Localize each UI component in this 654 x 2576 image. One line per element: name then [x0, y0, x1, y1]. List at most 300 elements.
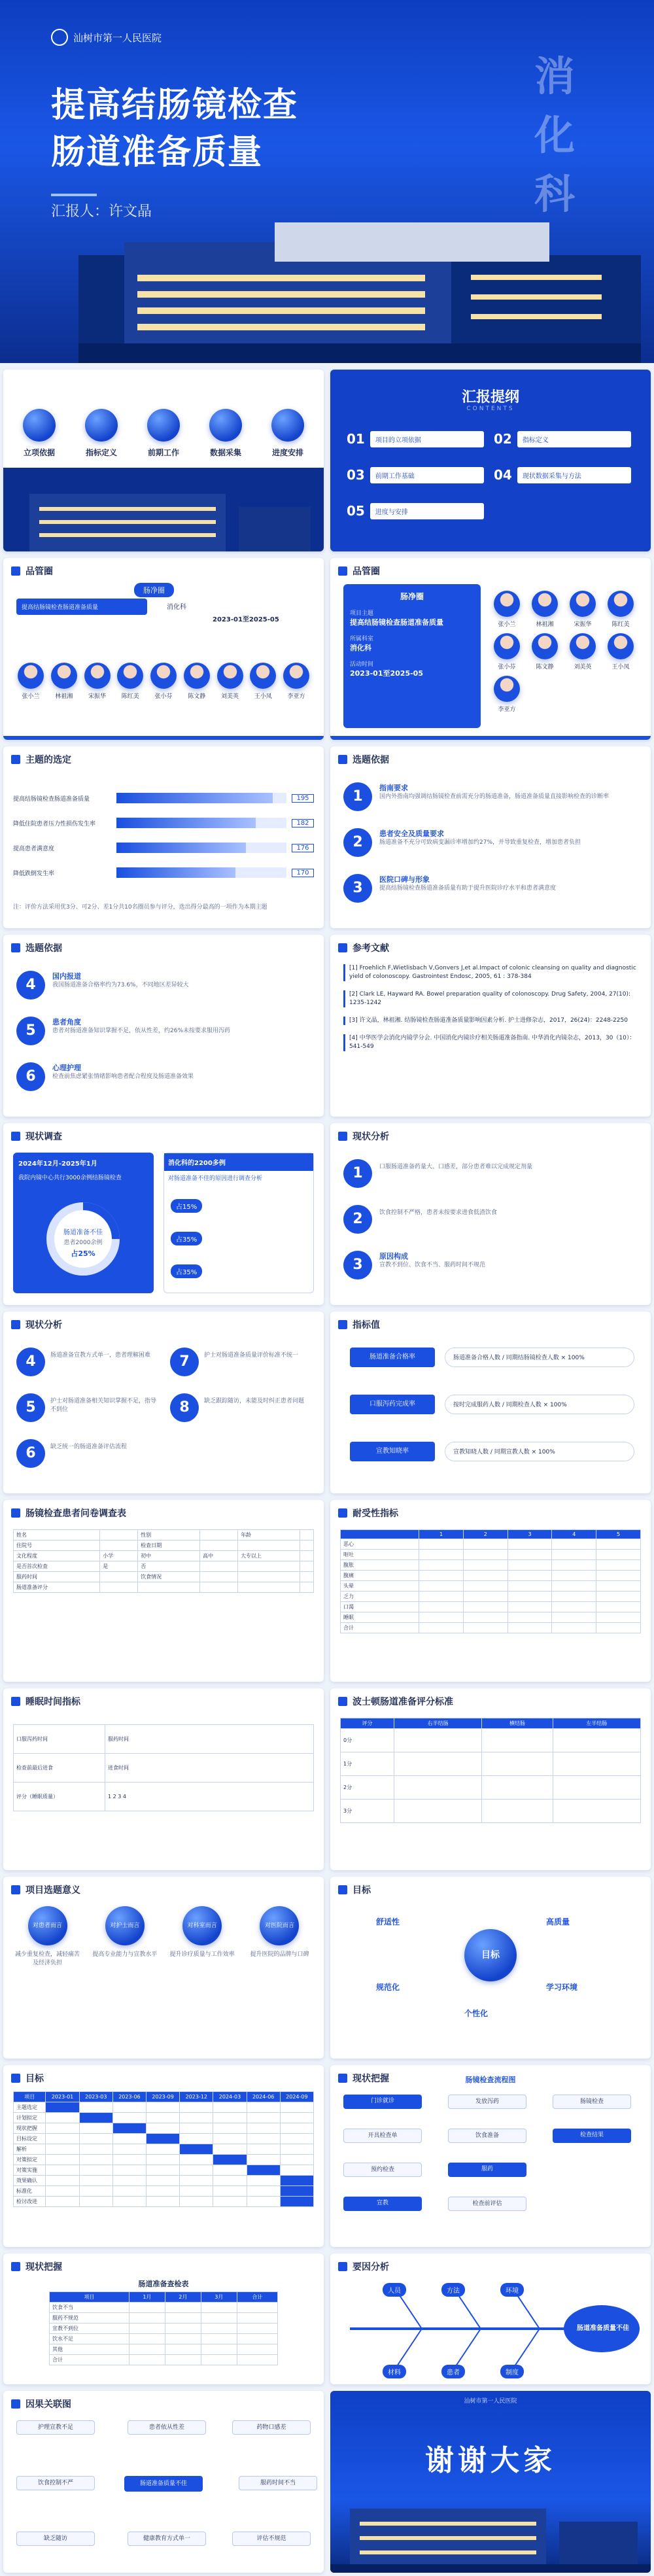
number-badge: 6 [16, 1062, 45, 1091]
survey-slide [3, 1123, 324, 1305]
slide-header [338, 1695, 453, 1708]
table-cell: 年龄 [238, 1530, 300, 1540]
avatar-icon [150, 663, 177, 689]
table-cell [463, 1612, 508, 1623]
table-cell [596, 1550, 641, 1560]
meaning-desc: 提升医院的品牌与口碑 [250, 1951, 309, 1958]
survey-sub: 我院内镜中心共行3000余例结肠镜检查 [18, 1175, 122, 1181]
slide-title: 波士顿肠道准备评分标准 [353, 1697, 453, 1707]
table-cell [300, 1561, 314, 1572]
member-name: 李亚方 [498, 706, 516, 713]
table-cell [553, 1800, 640, 1823]
table-row [341, 1752, 641, 1776]
slide-header [338, 1506, 398, 1520]
table-row [341, 1612, 641, 1623]
slide-header [11, 2260, 62, 2273]
table-header-cell: 评分 [341, 1718, 394, 1729]
flow-node: 宣教 [343, 2197, 422, 2211]
member-item [490, 633, 523, 670]
row-label: 饮食不当 [50, 2303, 129, 2313]
indicator-formula: 宣教知晓人数 / 同期宣教人数 × 100% [445, 1442, 634, 1461]
table-row [50, 2324, 278, 2334]
relation-node: 患者依从性差 [128, 2420, 206, 2435]
header-square-icon [11, 1320, 20, 1329]
table-row [341, 1776, 641, 1800]
table-header-cell: 4 [552, 1530, 596, 1539]
table-row [341, 1623, 641, 1633]
table-cell [201, 2303, 237, 2313]
table-cell: 初中 [138, 1551, 200, 1561]
table-cell [552, 1602, 596, 1612]
table-row [14, 2144, 314, 2155]
table-row [14, 2176, 314, 2186]
topic-label: 降低跌倒发生率 [13, 870, 55, 877]
member-name: 林祖湘 [55, 693, 73, 700]
topic-score: 195 [292, 794, 314, 803]
table-cell [419, 1539, 464, 1550]
member-item [604, 591, 637, 628]
survey-left-panel [13, 1153, 154, 1293]
table-cell [237, 2334, 277, 2344]
cover-title-line2: 肠道准备质量 [51, 133, 264, 172]
table-cell [201, 2324, 237, 2334]
table-cell [165, 2355, 201, 2365]
watermark-char: 消 [534, 52, 575, 100]
table-row [341, 1718, 641, 1729]
member-item [604, 633, 637, 670]
row-label: 解析 [14, 2144, 46, 2155]
ring-chart [43, 1198, 124, 1280]
row-value: 服药时间 [105, 1725, 314, 1754]
row-value: 进食时间 [105, 1754, 314, 1783]
gantt-cell [79, 2134, 112, 2144]
number-badge: 3 [343, 874, 372, 903]
step-label: 进度安排 [271, 448, 303, 457]
table-cell [300, 1572, 314, 1582]
gantt-cell [213, 2113, 247, 2123]
item-desc: 国内外指南均强调结肠镜检查前需充分的肠道准备，肠道准备质量直接影响检查的诊断率 [379, 793, 610, 800]
hospital-seal-icon [51, 29, 68, 46]
bbps-table [340, 1718, 641, 1823]
table-cell [200, 1582, 238, 1593]
member-name: 王小凤 [611, 664, 630, 670]
table-row [14, 2123, 314, 2134]
table-cell [553, 1752, 640, 1776]
slide-title: 选题依据 [26, 943, 62, 954]
table-row [341, 1539, 641, 1550]
step-circle-icon [85, 409, 118, 442]
gantt-cell [213, 2155, 247, 2165]
table-row [14, 1561, 314, 1572]
table-cell [100, 1582, 138, 1593]
member-name: 刘美英 [574, 664, 592, 670]
table-row [50, 2355, 278, 2365]
slide-title: 现状把握 [26, 2262, 62, 2272]
table-cell: 是 [100, 1561, 138, 1572]
row-label: 标准化 [14, 2186, 46, 2197]
header-square-icon [338, 1885, 347, 1894]
slide-title: 品管圈 [26, 566, 53, 577]
row-label: 乏力 [341, 1592, 419, 1602]
row-label: 恶心 [341, 1539, 419, 1550]
table-cell [419, 1602, 464, 1612]
fish-head: 肠道准备质量不佳 [577, 2325, 629, 2332]
number-badge: 1 [343, 1159, 372, 1188]
avatar-icon [608, 591, 634, 617]
row-label: 0分 [341, 1729, 394, 1752]
table-cell [237, 2313, 277, 2324]
member-item [528, 591, 561, 628]
header-square-icon [11, 1697, 20, 1706]
refs-slide [330, 935, 651, 1117]
item-desc: 护士对肠道准备相关知识掌握不足，指导不到位 [50, 1398, 157, 1413]
item-title: 国内报道 [52, 972, 81, 981]
slide-title: 目标 [353, 1885, 371, 1896]
slide-header [338, 1130, 389, 1143]
table-header-cell: 右半结肠 [394, 1718, 481, 1729]
gantt-cell [180, 2155, 213, 2165]
avatar-icon [184, 663, 210, 689]
avatar-icon [217, 663, 243, 689]
gantt-cell [112, 2186, 146, 2197]
table-cell [552, 1612, 596, 1623]
topic-bar [116, 818, 286, 828]
gantt-cell [79, 2165, 112, 2176]
gantt-cell [46, 2197, 79, 2207]
goal-item: 舒适性 [376, 1917, 400, 1926]
header-square-icon [11, 1508, 20, 1518]
header-square-icon [11, 2262, 20, 2271]
table-cell [508, 1550, 552, 1560]
table-cell [419, 1623, 464, 1633]
table-cell [508, 1581, 552, 1592]
gantt-cell [46, 2102, 79, 2113]
topic-bar-fill [116, 867, 235, 878]
fishbone-slide [330, 2254, 651, 2384]
slide-header [338, 565, 380, 578]
relation-node: 饮食控制不严 [16, 2476, 95, 2490]
table-row [341, 1800, 641, 1823]
indicator-formula: 肠道准备合格人数 / 同期结肠镜检查人数 × 100% [445, 1348, 634, 1367]
row-label: 饮水不足 [50, 2334, 129, 2344]
table-cell [300, 1582, 314, 1593]
topic-label: 提高结肠镜检查肠道准备质量 [13, 795, 90, 803]
table-cell [237, 2324, 277, 2334]
member-item [566, 633, 599, 670]
table-cell: 性别 [138, 1530, 200, 1540]
gantt-cell [213, 2144, 247, 2155]
gantt-cell [112, 2155, 146, 2165]
slide-title: 指标值 [353, 1320, 380, 1331]
table-cell [508, 1592, 552, 1602]
gantt-cell [146, 2144, 180, 2155]
gantt-cell [79, 2144, 112, 2155]
slide-header [11, 1130, 62, 1143]
table-cell [129, 2344, 165, 2355]
analysis-slide-2 [3, 1312, 324, 1493]
gantt-cell [46, 2113, 79, 2123]
gantt-cell [247, 2176, 280, 2186]
watermark-char: 科 [534, 170, 575, 218]
gantt-cell [112, 2113, 146, 2123]
slide-header [338, 941, 389, 954]
table-row [14, 2197, 314, 2207]
ring-sub: 患者2000余例 [63, 1240, 103, 1246]
table-cell [463, 1592, 508, 1602]
gantt-cell [146, 2102, 180, 2113]
topic-bar-fill [116, 843, 246, 853]
table-row [14, 1725, 314, 1754]
gantt-cell [180, 2113, 213, 2123]
outline-subtitle: CONTENTS [466, 406, 515, 412]
table-cell [508, 1602, 552, 1612]
table-row [341, 1550, 641, 1560]
header-square-icon [338, 1508, 347, 1518]
avatar-icon [283, 663, 309, 689]
gantt-slide [3, 2065, 324, 2247]
item-desc: 检查前焦虑紧张情绪影响患者配合程度及肠道准备效果 [52, 1073, 194, 1080]
gantt-cell [112, 2123, 146, 2134]
member-item [282, 663, 311, 700]
relation-node: 药物口感差 [232, 2420, 311, 2435]
meaning-col [13, 1906, 82, 1968]
member-item [490, 676, 523, 713]
member-name: 张小兰 [498, 621, 516, 628]
relation-node: 服药时间不当 [239, 2476, 317, 2490]
flow-node: 检查前评估 [448, 2197, 526, 2211]
table-cell [238, 1540, 300, 1551]
gantt-cell [280, 2144, 313, 2155]
row-label: 现状把握 [14, 2123, 46, 2134]
row-label: 睡眠 [341, 1612, 419, 1623]
table-cell [508, 1560, 552, 1571]
period: 2023-01至2025-05 [213, 616, 279, 623]
table-row [14, 1572, 314, 1582]
slide-title: 因果关联图 [26, 2399, 71, 2410]
gantt-cell [146, 2155, 180, 2165]
table-cell [552, 1550, 596, 1560]
table-row [14, 2092, 314, 2102]
gantt-cell [180, 2165, 213, 2176]
outline-no: 03 [347, 467, 365, 483]
outline-no: 05 [347, 503, 365, 519]
slide-title: 要因分析 [353, 2262, 389, 2272]
gantt-cell [46, 2134, 79, 2144]
gantt-cell [247, 2165, 280, 2176]
table-cell [463, 1581, 508, 1592]
item-title: 医院口碑与形象 [379, 875, 430, 884]
watermark-char: 化 [534, 111, 575, 159]
table-row [50, 2334, 278, 2344]
goal-item: 个性化 [464, 2009, 489, 2018]
flow-node: 门诊就诊 [343, 2095, 422, 2109]
info-row [350, 659, 474, 678]
table-cell [419, 1571, 464, 1581]
circle-name: 肠净圈 [134, 583, 174, 597]
table-cell [596, 1592, 641, 1602]
table-header-cell: 2023-12 [180, 2092, 213, 2102]
gantt-cell [146, 2186, 180, 2197]
gantt-cell [180, 2176, 213, 2186]
gantt-cell [112, 2176, 146, 2186]
table-header-cell: 左半结肠 [553, 1718, 640, 1729]
row-key: 检查前最后进食 [14, 1754, 105, 1783]
member-item [566, 591, 599, 628]
gantt-cell [213, 2165, 247, 2176]
fish-cause: 人员 [383, 2283, 406, 2297]
item-title: 指南要求 [379, 784, 408, 792]
meaning-desc: 提升诊疗质量与工作效率 [169, 1951, 235, 1958]
table-cell [165, 2313, 201, 2324]
item-desc: 提高结肠镜检查肠道准备质量有助于提升医院诊疗水平和患者满意度 [379, 885, 557, 892]
item-title: 患者角度 [52, 1018, 81, 1026]
fish-cause: 方法 [441, 2283, 465, 2297]
outline-no: 01 [347, 431, 365, 447]
table-header-cell: 2023-06 [112, 2092, 146, 2102]
table-cell [394, 1752, 481, 1776]
slide-title: 目标 [26, 2074, 44, 2084]
fish-cause: 材料 [383, 2365, 406, 2378]
table-cell [596, 1571, 641, 1581]
table-cell [165, 2324, 201, 2334]
flow-node: 发放泻药 [448, 2095, 526, 2109]
member-item [116, 663, 145, 700]
meaning-col [168, 1906, 237, 1968]
table-cell: 饮食情况 [138, 1572, 200, 1582]
table-cell [552, 1581, 596, 1592]
topic-bar [116, 843, 286, 853]
table-row [50, 2313, 278, 2324]
fish-cause: 环境 [500, 2283, 524, 2297]
number-badge: 2 [343, 828, 372, 857]
topic-bar [116, 867, 286, 878]
number-badge: 5 [16, 1393, 45, 1422]
step-label: 数据采集 [209, 448, 241, 457]
table-row [50, 2303, 278, 2313]
avatar-icon [494, 676, 520, 702]
hospital-name: 汕树市第一人民医院 [73, 31, 162, 44]
flow-node: 服药 [448, 2163, 526, 2177]
meaning-circle: 对护士而言 [105, 1906, 145, 1945]
gantt-cell [79, 2102, 112, 2113]
gantt-cell [247, 2102, 280, 2113]
table-row [341, 1571, 641, 1581]
table-cell: 小学 [100, 1551, 138, 1561]
questionnaire-table [13, 1529, 314, 1593]
outline-text: 现状数据采集与方法 [517, 467, 631, 483]
goal-item: 规范化 [376, 1983, 400, 1992]
number-badge: 5 [16, 1017, 45, 1045]
table-row [14, 2134, 314, 2144]
goal-item: 高质量 [546, 1917, 570, 1926]
table-header-cell: 合计 [237, 2292, 277, 2303]
table-cell [200, 1572, 238, 1582]
topic-note: 注：评价方法采用优3分、可2分、差1分共10名圈员参与评分，选出得分最高的一项作为本期主题 [13, 904, 267, 911]
topic-score: 182 [292, 819, 314, 827]
flow-node: 肠镜检查 [553, 2095, 631, 2109]
slide-header [11, 565, 53, 578]
gantt-cell [46, 2176, 79, 2186]
ending-slide [330, 2391, 651, 2573]
topic-label: 提高患者满意度 [13, 845, 55, 852]
gantt-cell [247, 2197, 280, 2207]
gantt-cell [280, 2123, 313, 2134]
flow-node: 开具检查单 [343, 2129, 422, 2143]
row-label: 头晕 [341, 1581, 419, 1592]
topic-row [13, 810, 314, 835]
outline-item [347, 428, 484, 449]
bbps-slide [330, 1688, 651, 1870]
member-name: 李亚方 [287, 693, 305, 700]
table-cell [552, 1560, 596, 1571]
table-cell [201, 2355, 237, 2365]
table-cell: 肠道准备评分 [14, 1582, 100, 1593]
flow-node: 预约检查 [343, 2163, 422, 2177]
reference-item: [2] Clark LE, Hayward RA. Bowel preparation quality of colonoscopy. Drug Safety, 2004, 27(10): 1235-1242 [343, 990, 638, 1007]
row-label: 对策拟定 [14, 2155, 46, 2165]
basis-slide-1 [330, 746, 651, 928]
header-square-icon [11, 566, 20, 576]
goal-slide [330, 1877, 651, 2059]
step-circle-icon [23, 409, 56, 442]
table-cell [596, 1623, 641, 1633]
row-label: 呕吐 [341, 1550, 419, 1560]
table-row [341, 1729, 641, 1752]
item-desc: 肠道准备宣教方式单一，患者理解困难 [50, 1352, 151, 1359]
table-cell [129, 2324, 165, 2334]
ending-text: 谢谢大家 [425, 2444, 556, 2477]
item-desc: 缺乏跟踪随访，未能及时纠正患者问题 [204, 1398, 305, 1404]
avatar-icon [117, 663, 143, 689]
relation-center: 肠道准备质量不佳 [124, 2476, 203, 2492]
reference-item: [4] 中华医学会消化内镜学分会. 中国消化内镜诊疗相关肠道准备指南. 中华消化内镜杂志，2013，30（10）：541-549 [343, 1034, 638, 1051]
gantt-cell [247, 2155, 280, 2165]
table-cell [463, 1571, 508, 1581]
slide-title: 参考文献 [353, 943, 389, 954]
info-key: 项目主题 [350, 610, 374, 617]
row-label: 对策实施 [14, 2165, 46, 2176]
gantt-cell [280, 2176, 313, 2186]
gantt-cell [280, 2165, 313, 2176]
topic-row [13, 786, 314, 810]
table-cell [100, 1540, 138, 1551]
table-cell [200, 1540, 238, 1551]
goal-item: 学习环境 [546, 1983, 578, 1992]
relation-node: 评估不规范 [232, 2532, 311, 2546]
table-header-cell: 2 [463, 1530, 508, 1539]
step-circle-icon [147, 409, 180, 442]
cover-title-line1: 提高结肠镜检查 [51, 86, 299, 125]
header-square-icon [338, 943, 347, 952]
gantt-cell [213, 2123, 247, 2134]
slide-title: 耐受性指标 [353, 1508, 398, 1519]
table-cell [419, 1550, 464, 1560]
table-cell [201, 2344, 237, 2355]
row-label: 宣教不到位 [50, 2324, 129, 2334]
table-cell [596, 1539, 641, 1550]
table-cell [463, 1539, 508, 1550]
table-cell [200, 1561, 238, 1572]
number-badge: 6 [16, 1439, 45, 1468]
item-desc: 我国肠道准备合格率约为73.6%，不同地区差异较大 [52, 982, 189, 988]
topic-score: 176 [292, 844, 314, 852]
table-cell [552, 1571, 596, 1581]
table-row [14, 1540, 314, 1551]
table-cell [238, 1561, 300, 1572]
avatar-icon [494, 591, 520, 617]
header-square-icon [11, 1885, 20, 1894]
table-row [14, 2165, 314, 2176]
